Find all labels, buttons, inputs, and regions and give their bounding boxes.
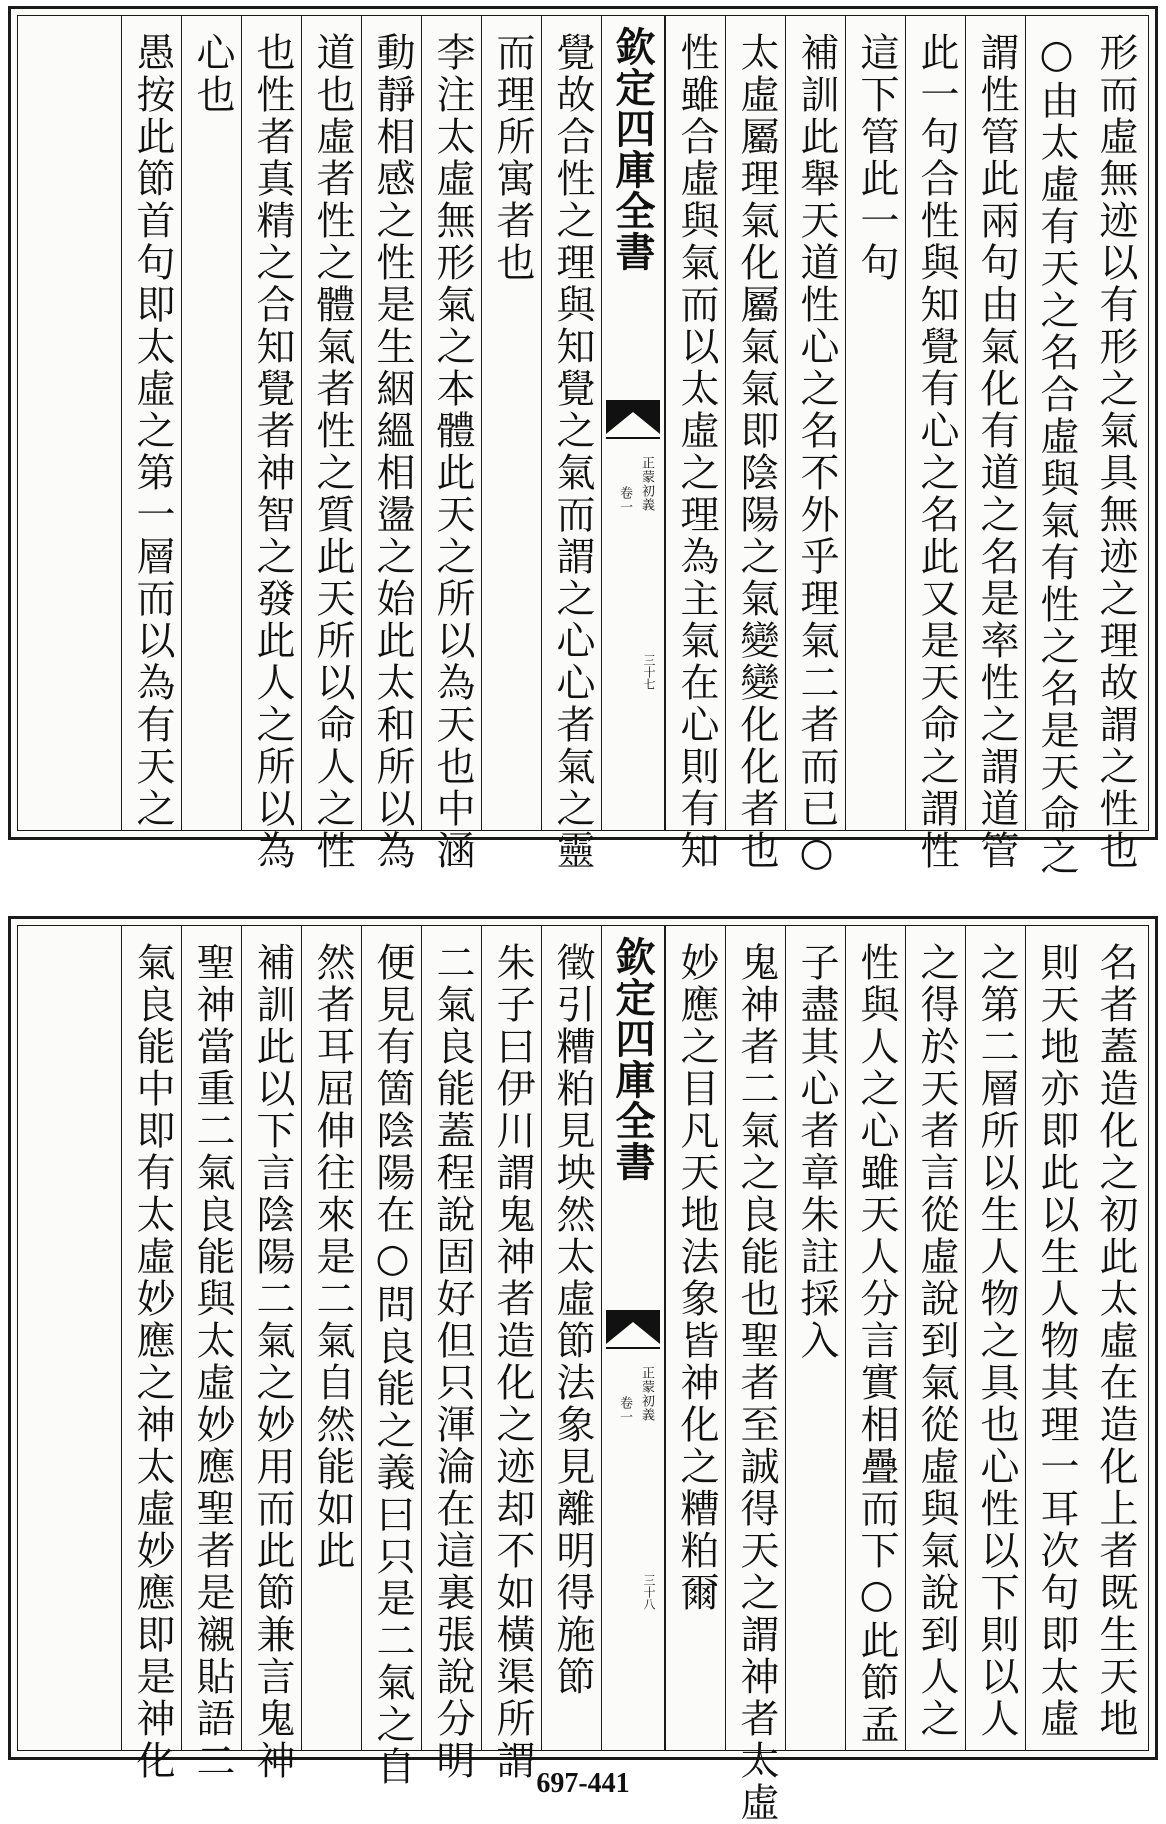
text-column (481, 16, 541, 830)
column-text: 此一句合性與知覺有心之名此又是天命之謂性 (914, 32, 959, 872)
column-text: 這下管此一句 (854, 32, 899, 284)
upper-page-frame (17, 15, 1149, 878)
text-column (665, 926, 725, 1750)
column-text: 朱子曰伊川謂鬼神者造化之迹却不如橫渠所謂 (490, 942, 535, 1782)
column-text: 愚按此節首句即太虛之第一層而以為有天之 (130, 32, 175, 830)
column-text: 性與人之心雖天人分言實相疊而下○此節孟 (854, 942, 899, 1746)
collection-banner: 欽定四庫全書 (609, 936, 656, 1182)
text-column (1085, 16, 1145, 872)
text-column (725, 926, 785, 1824)
column-text: 心也 (190, 32, 235, 116)
text-column (301, 926, 361, 1750)
center-margin-strip (601, 926, 665, 1750)
text-column (361, 926, 421, 1788)
text-column (181, 926, 241, 1782)
column-text: 補訓此以下言陰陽二氣之妙用而此節兼言鬼神 (250, 942, 295, 1782)
text-column (481, 926, 541, 1782)
column-text: 動靜相感之性是生絪縕相盪之始此太和所以為 (370, 32, 415, 872)
text-column (121, 926, 181, 1782)
page-number: 697-441 (536, 1768, 630, 1799)
text-column (1085, 926, 1145, 1750)
text-column (965, 16, 1025, 872)
collection-banner: 欽定四庫全書 (609, 26, 656, 272)
text-column (121, 16, 181, 830)
text-column (241, 16, 301, 872)
column-text: ○由太虛有天之名合虛與氣有性之名是天命之 (1034, 32, 1079, 878)
column-text: 氣良能中即有太虛妙應之神太虛妙應即是神化 (130, 942, 175, 1782)
column-text: 性雖合虛與氣而以太虛之理為主氣在心則有知 (674, 32, 719, 872)
text-column (421, 16, 481, 872)
text-column (541, 16, 601, 872)
volume-label: 卷一 (617, 1396, 632, 1424)
text-column (361, 16, 421, 872)
column-text: 徵引糟粕見坱然太虛節法象見離明得施節 (550, 942, 595, 1698)
text-column (845, 926, 905, 1750)
text-column (1025, 16, 1085, 878)
center-margin-strip (601, 16, 665, 830)
column-text: 太虛屬理氣化屬氣氣即陰陽之氣變變化化者也 (734, 32, 779, 872)
column-text: 補訓此舉天道性心之名不外乎理氣二者而已○ (794, 32, 839, 878)
text-column (301, 16, 361, 872)
folio-number: 三十八 (642, 1574, 656, 1610)
column-text: 道也虛者性之體氣者性之質此天所以命人之性 (310, 32, 355, 872)
fishtail-mark-icon (606, 400, 660, 440)
column-text: 謂性管此兩句由氣化有道之名是率性之謂道管 (974, 32, 1019, 872)
book-title: 正蒙初義 (639, 1366, 654, 1422)
text-column (541, 926, 601, 1750)
upper-page (8, 6, 1158, 878)
column-text: 鬼神者二氣之良能也聖者至誠得天之謂神者太虛 (734, 942, 779, 1824)
column-text: 李注太虛無形氣之本體此天之所以為天也中涵 (430, 32, 475, 872)
column-text: 之第二層所以生人物之具也心性以下則以人 (974, 942, 1019, 1740)
column-text: 妙應之目凡天地法象皆神化之糟粕爾 (674, 942, 719, 1614)
fishtail-mark-icon (606, 1310, 660, 1350)
folio-number: 三十七 (642, 654, 656, 690)
column-text: 而理所寓者也 (490, 32, 535, 284)
column-text: 也性者真精之合知覺者神智之發此人之所以為 (250, 32, 295, 872)
volume-label: 卷一 (617, 486, 632, 514)
column-text: 子盡其心者章朱註採入 (794, 942, 839, 1362)
text-column (665, 16, 725, 872)
column-text: 形而虛無迹以有形之氣具無迹之理故謂之性也 (1093, 32, 1138, 872)
column-text: 覺故合性之理與知覺之氣而謂之心心者氣之靈 (550, 32, 595, 872)
column-text: 名者蓋造化之初此太虛在造化上者既生天地 (1093, 942, 1138, 1740)
column-text: 然者耳屈伸往來是二氣自然能如此 (310, 942, 355, 1572)
column-text: 聖神當重二氣良能與太虛妙應聖者是襯貼語二 (190, 942, 235, 1782)
text-column (1025, 926, 1085, 1750)
text-column (785, 16, 845, 878)
text-column (785, 926, 845, 1750)
text-column (725, 16, 785, 872)
text-column (905, 926, 965, 1750)
column-text: 便見有箇陰陽在○問良能之義曰只是二氣之自 (370, 942, 415, 1788)
text-column (181, 16, 241, 830)
text-column (241, 926, 301, 1782)
text-column (965, 926, 1025, 1750)
text-column (905, 16, 965, 872)
column-text: 則天地亦即此以生人物其理一耳次句即太虛 (1034, 942, 1079, 1740)
column-text: 之得於天者言從虛說到氣從虛與氣說到人之 (914, 942, 959, 1740)
text-column (421, 926, 481, 1782)
text-column (845, 16, 905, 830)
column-text: 二氣良能蓋程說固好但只渾淪在這裏張說分明 (430, 942, 475, 1782)
book-title: 正蒙初義 (639, 456, 654, 512)
